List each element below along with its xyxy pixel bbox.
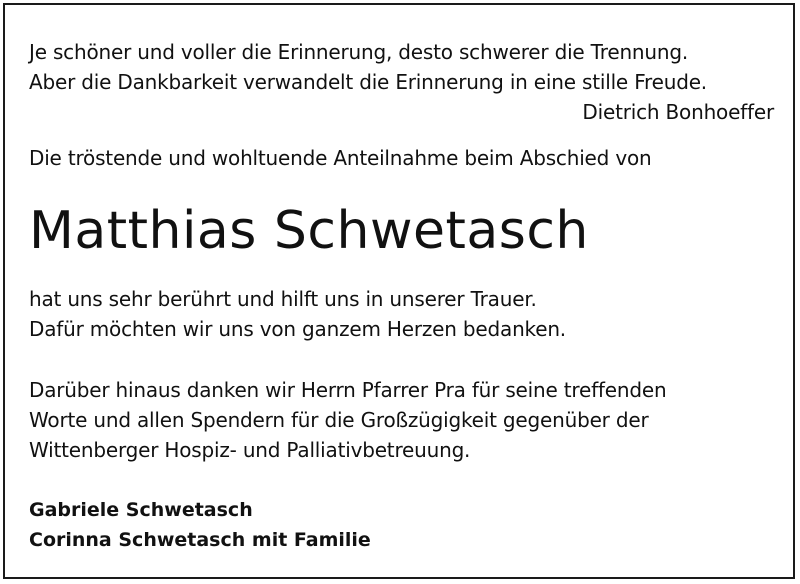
quote-line: Aber die Dankbarkeit verwandelt die Erinnerung in eine stille Freude. <box>29 70 707 94</box>
paragraph-line: hat uns sehr berührt und hilft uns in unserer Trauer. <box>29 287 537 311</box>
quote-author: Dietrich Bonhoeffer <box>582 100 774 124</box>
additional-thanks-paragraph <box>29 375 666 465</box>
paragraph-line: Wittenberger Hospiz- und Palliativbetreuung. <box>29 438 471 462</box>
intro-text: Die tröstende und wohltuende Anteilnahme beim Abschied von <box>29 146 652 170</box>
signature-line: Gabriele Schwetasch <box>29 499 253 521</box>
thanks-paragraph <box>29 284 566 344</box>
paragraph-line: Darüber hinaus danken wir Herrn Pfarrer Pra für seine treffenden <box>29 378 667 402</box>
paragraph-line: Worte und allen Spendern für die Großzügigkeit gegenüber der <box>29 408 649 432</box>
quote-line: Je schöner und voller die Erinnerung, desto schwerer die Trennung. <box>29 40 689 64</box>
deceased-name: Matthias Schwetasch <box>29 201 589 261</box>
signatures <box>29 495 371 555</box>
quote-block <box>29 37 774 127</box>
paragraph-line: Dafür möchten wir uns von ganzem Herzen bedanken. <box>29 317 566 341</box>
signature-line: Corinna Schwetasch mit Familie <box>29 529 371 551</box>
